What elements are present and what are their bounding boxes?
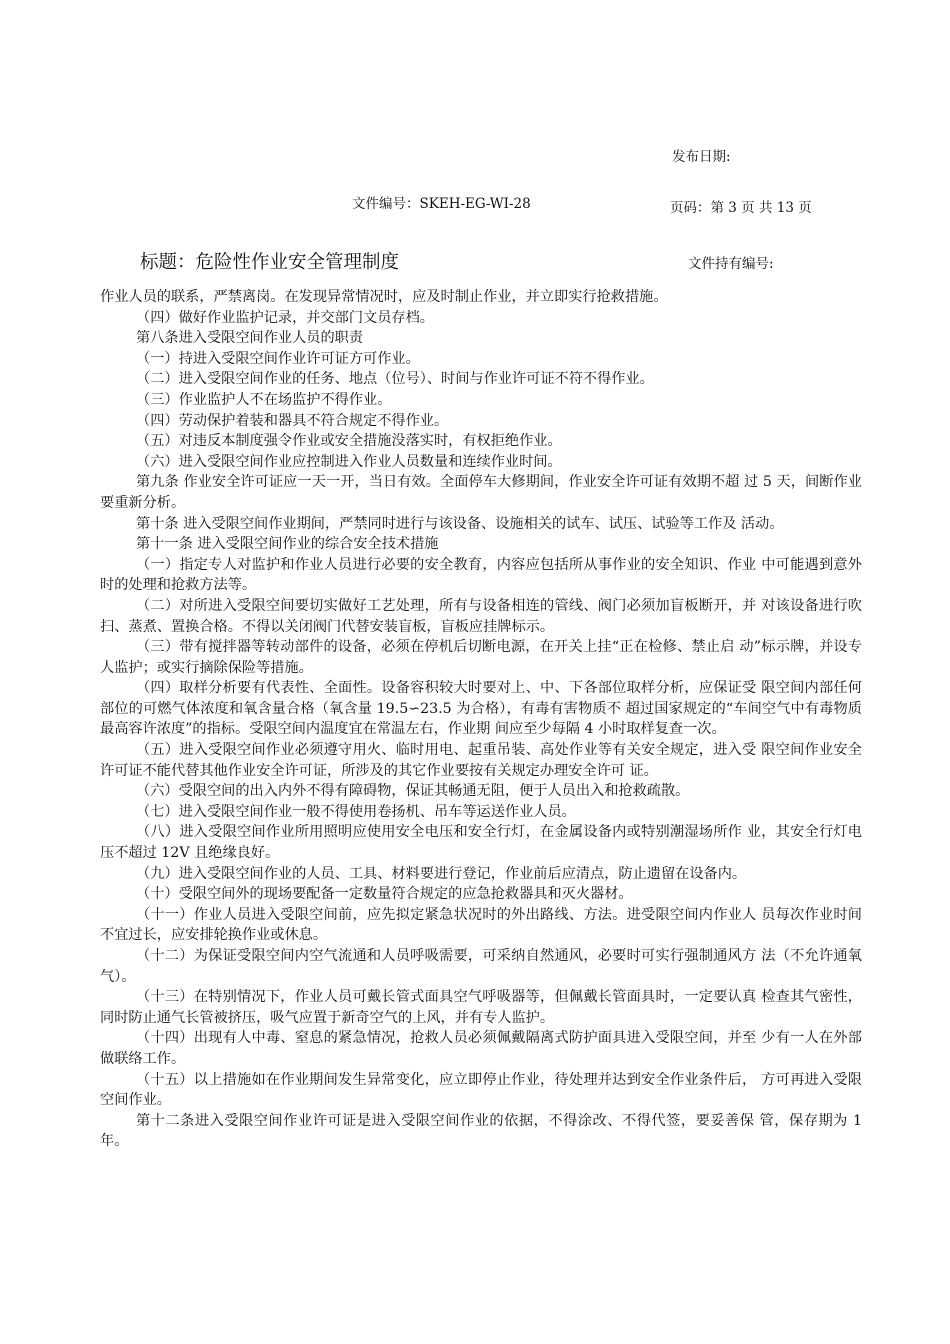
paragraph: （三）作业监护人不在场监护不得作业。 <box>136 391 392 408</box>
paragraph: 第十二条进入受限空间作业许可证是进入受限空间作业的依据，不得涂改、不得代签，要妥善保 管，保存期为 1 年。 <box>100 1112 862 1150</box>
paragraph: （十）受限空间外的现场要配备一定数量符合规定的应急抢救器具和灭火器材。 <box>136 886 633 903</box>
paragraph: （四）劳动保护着装和器具不符合规定不得作业。 <box>136 412 449 429</box>
section-heading: 第十一条 进入受限空间作业的综合安全技术措施 <box>136 536 439 553</box>
page-info: 页码：第 3 页 共 13 页 <box>670 200 812 216</box>
paragraph: （五）进入受限空间作业必须遵守用火、临时用电、起重吊装、高处作业等有关安全规定，进入受 限空间作业安全许可证不能代替其他作业安全许可证，所涉及的其它作业要按有关规定办理安全许可 证。 <box>100 742 862 779</box>
paragraph: （二）对所进入受限空间要切实做好工艺处理，所有与设备相连的管线、阀门必须加盲板断开，并 对该设备进行吹扫、蒸煮、置换合格。不得以关闭阀门代替安装盲板，盲板应挂牌标示。 <box>100 597 862 635</box>
paragraph: （八）进入受限空间作业所用照明应使用安全电压和安全行灯，在金属设备内或特别潮湿场所作 业，其安全行灯电压不超过 12V 且绝缘良好。 <box>100 824 862 862</box>
paragraph: （四）做好作业监护记录，并交部门文员存档。 <box>136 309 434 326</box>
document-number: 文件编号：SKEH-EG-WI-28 <box>352 196 531 212</box>
release-date-label: 发布日期: <box>672 149 731 165</box>
holder-number-label: 文件持有编号: <box>688 256 774 272</box>
paragraph: （三）带有搅拌器等转动部件的设备，必须在停机后切断电源，在开关上挂“正在检修、禁止启 动”标示牌，并设专人监护；或实行摘除保险等措施。 <box>100 639 862 676</box>
paragraph: （十二）为保证受限空间内空气流通和人员呼吸需要，可采纳自然通风，必要时可实行强制通风方 法（不允许通氧气）。 <box>100 948 862 985</box>
section-heading: 第八条进入受限空间作业人员的职责 <box>136 330 364 347</box>
paragraph: （二）进入受限空间作业的任务、地点（位号）、时间与作业许可证不符不得作业。 <box>136 371 654 388</box>
paragraph: （一）指定专人对监护和作业人员进行必要的安全教育，内容应包括所从事作业的安全知识、作业 中可能遇到意外时的处理和抢救方法等。 <box>100 556 862 594</box>
paragraph: （五）对违反本制度强令作业或安全措施没落实时，有权拒绝作业。 <box>136 433 562 450</box>
paragraph: （十五）以上措施如在作业期间发生异常变化，应立即停止作业，待处理并达到安全作业条件后， 方可再进入受限空间作业。 <box>100 1071 862 1109</box>
paragraph: 作业人员的联系，严禁离岗。在发现异常情况时，应及时制止作业，并立即实行抢救措施。 <box>100 289 668 305</box>
paragraph: 第九条 作业安全许可证应一天一开，当日有效。全面停车大修期间，作业安全许可证有效期不超 过 5 天，间断作业要重新分析。 <box>100 474 862 511</box>
paragraph: （十一）作业人员进入受限空间前，应先拟定紧急状况时的外出路线、方法。进受限空间内作业人 员每次作业时间不宜过长，应安排轮换作业或休息。 <box>100 906 862 944</box>
paragraph: （十三）在特别情况下，作业人员可戴长管式面具空气呼吸器等，但佩戴长管面具时，一定要认真 检查其气密性，同时防止通气长管被挤压，吸气应置于新奇空气的上风，并有专人监护。 <box>100 989 862 1026</box>
document-body <box>100 287 862 1152</box>
paragraph: （一）持进入受限空间作业许可证方可作业。 <box>136 350 420 367</box>
paragraph: （十四）出现有人中毒、窒息的紧急情况，抢救人员必须佩戴隔离式防护面具进入受限空间，并至 少有一人在外部做联络工作。 <box>100 1030 862 1067</box>
document-title: 标题：危险性作业安全管理制度 <box>140 252 400 273</box>
paragraph: （六）受限空间的出入内外不得有障碍物，保证其畅通无阻，便于人员出入和抢救疏散。 <box>136 783 690 800</box>
paragraph: 第十条 进入受限空间作业期间，严禁同时进行与该设备、设施相关的试车、试压、试验等工作及 活动。 <box>136 515 784 532</box>
paragraph: （九）进入受限空间作业的人员、工具、材料要进行登记，作业前后应清点，防止遗留在设备内。 <box>136 865 747 882</box>
paragraph: （四）取样分析要有代表性、全面性。设备容积较大时要对上、中、下各部位取样分析，应保证受 限空间内部任何部位的可燃气体浓度和氧含量合格（氧含量 19.5∽23.5 为合格），有毒有害物质不 超过国家规定的“车间空气中有毒物质最高容许浓度”的指标。受限空间内温度宜在常温左右，作业期 间应至少每隔 4 小时取样复查一次。 <box>100 680 862 738</box>
paragraph: （六）进入受限空间作业应控制进入作业人员数量和连续作业时间。 <box>136 453 562 470</box>
paragraph: （七）进入受限空间作业一般不得使用卷扬机、吊车等运送作业人员。 <box>136 803 576 820</box>
